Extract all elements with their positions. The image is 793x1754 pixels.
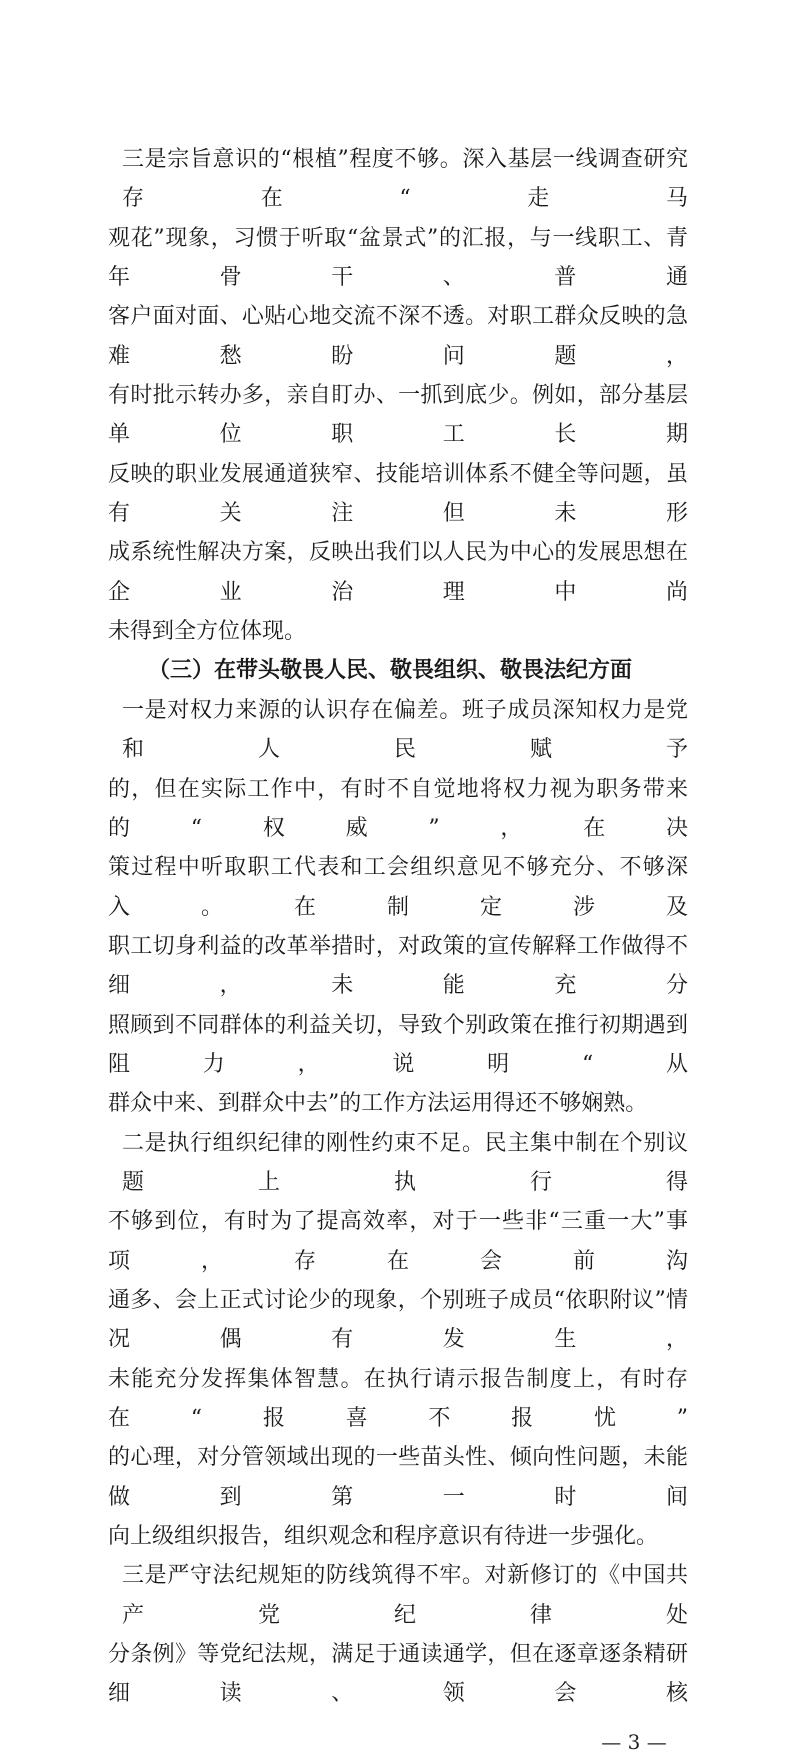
text-line: （三）在带头敬畏人民、敬畏组织、敬畏法纪方面 xyxy=(148,657,633,684)
text-line: 策过程中听取职工代表和工会组织意见不够充分、不够深入。在制定涉及 xyxy=(108,855,688,920)
text-line: 群众中来、到群众中去”的工作方法运用得还不够娴熟。 xyxy=(108,1091,648,1117)
text-line: 通多、会上正式讨论少的现象，个别班子成员“依职附议”情况偶有发生， xyxy=(108,1287,688,1353)
paragraph xyxy=(108,1124,688,1557)
text-line: 照顾到不同群体的利益关切，导致个别政策在推行初期遇到阻力，说明“从 xyxy=(108,1012,688,1077)
text-line: 的心理，对分管领域出现的一些苗头性、倾向性问题，未能做到第一时间 xyxy=(108,1445,688,1510)
text-line: 向上级组织报告，组织观念和程序意识有待进一步强化。 xyxy=(108,1524,659,1550)
paragraph xyxy=(108,140,688,651)
text-line: 未能充分发挥集体智慧。在执行请示报告制度上，有时存在“报喜不报忧” xyxy=(108,1366,688,1431)
text-line: 观花”现象，习惯于听取“盆景式”的汇报，与一线职工、青年骨干、普通 xyxy=(108,225,688,291)
text-line: 客户面对面、心贴心地交流不深不透。对职工群众反映的急难愁盼问题， xyxy=(108,304,688,369)
document-body xyxy=(108,140,688,1714)
text-line: 成系统性解决方案，反映出我们以人民为中心的发展思想在企业治理中尚 xyxy=(108,540,688,605)
text-line: 反映的职业发展通道狭窄、技能培训体系不健全等问题，虽有关注但未形 xyxy=(108,461,688,527)
section-heading xyxy=(108,651,688,690)
text-line: 未得到全方位体现。 xyxy=(108,619,307,645)
text-line: 二是执行组织纪律的刚性约束不足。民主集中制在个别议题上执行得 xyxy=(122,1130,688,1195)
text-line: 三是严守法纪规矩的防线筑得不牢。对新修订的《中国共产党纪律处 xyxy=(122,1563,688,1628)
text-line: 一是对权力来源的认识存在偏差。班子成员深知权力是党和人民赋予 xyxy=(122,697,688,763)
text-line: 分条例》等党纪法规，满足于通读通学，但在逐章逐条精研细读、领会核 xyxy=(108,1642,688,1707)
text-line: 不够到位，有时为了提高效率，对于一些非“三重一大”事项，存在会前沟 xyxy=(108,1209,688,1274)
text-line: 有时批示转办多，亲自盯办、一抓到底少。例如，部分基层单位职工长期 xyxy=(108,383,688,448)
text-line: 职工切身利益的改革举措时，对政策的宣传解释工作做得不细，未能充分 xyxy=(108,933,688,999)
paragraph xyxy=(108,691,688,1124)
text-line: 三是宗旨意识的“根植”程度不够。深入基层一线调查研究存在“走马 xyxy=(122,147,688,212)
paragraph xyxy=(108,1556,688,1713)
text-line: 的，但在实际工作中，有时不自觉地将权力视为职务带来的“权威”，在决 xyxy=(108,776,688,841)
page-number: — 3 — xyxy=(601,1730,667,1754)
